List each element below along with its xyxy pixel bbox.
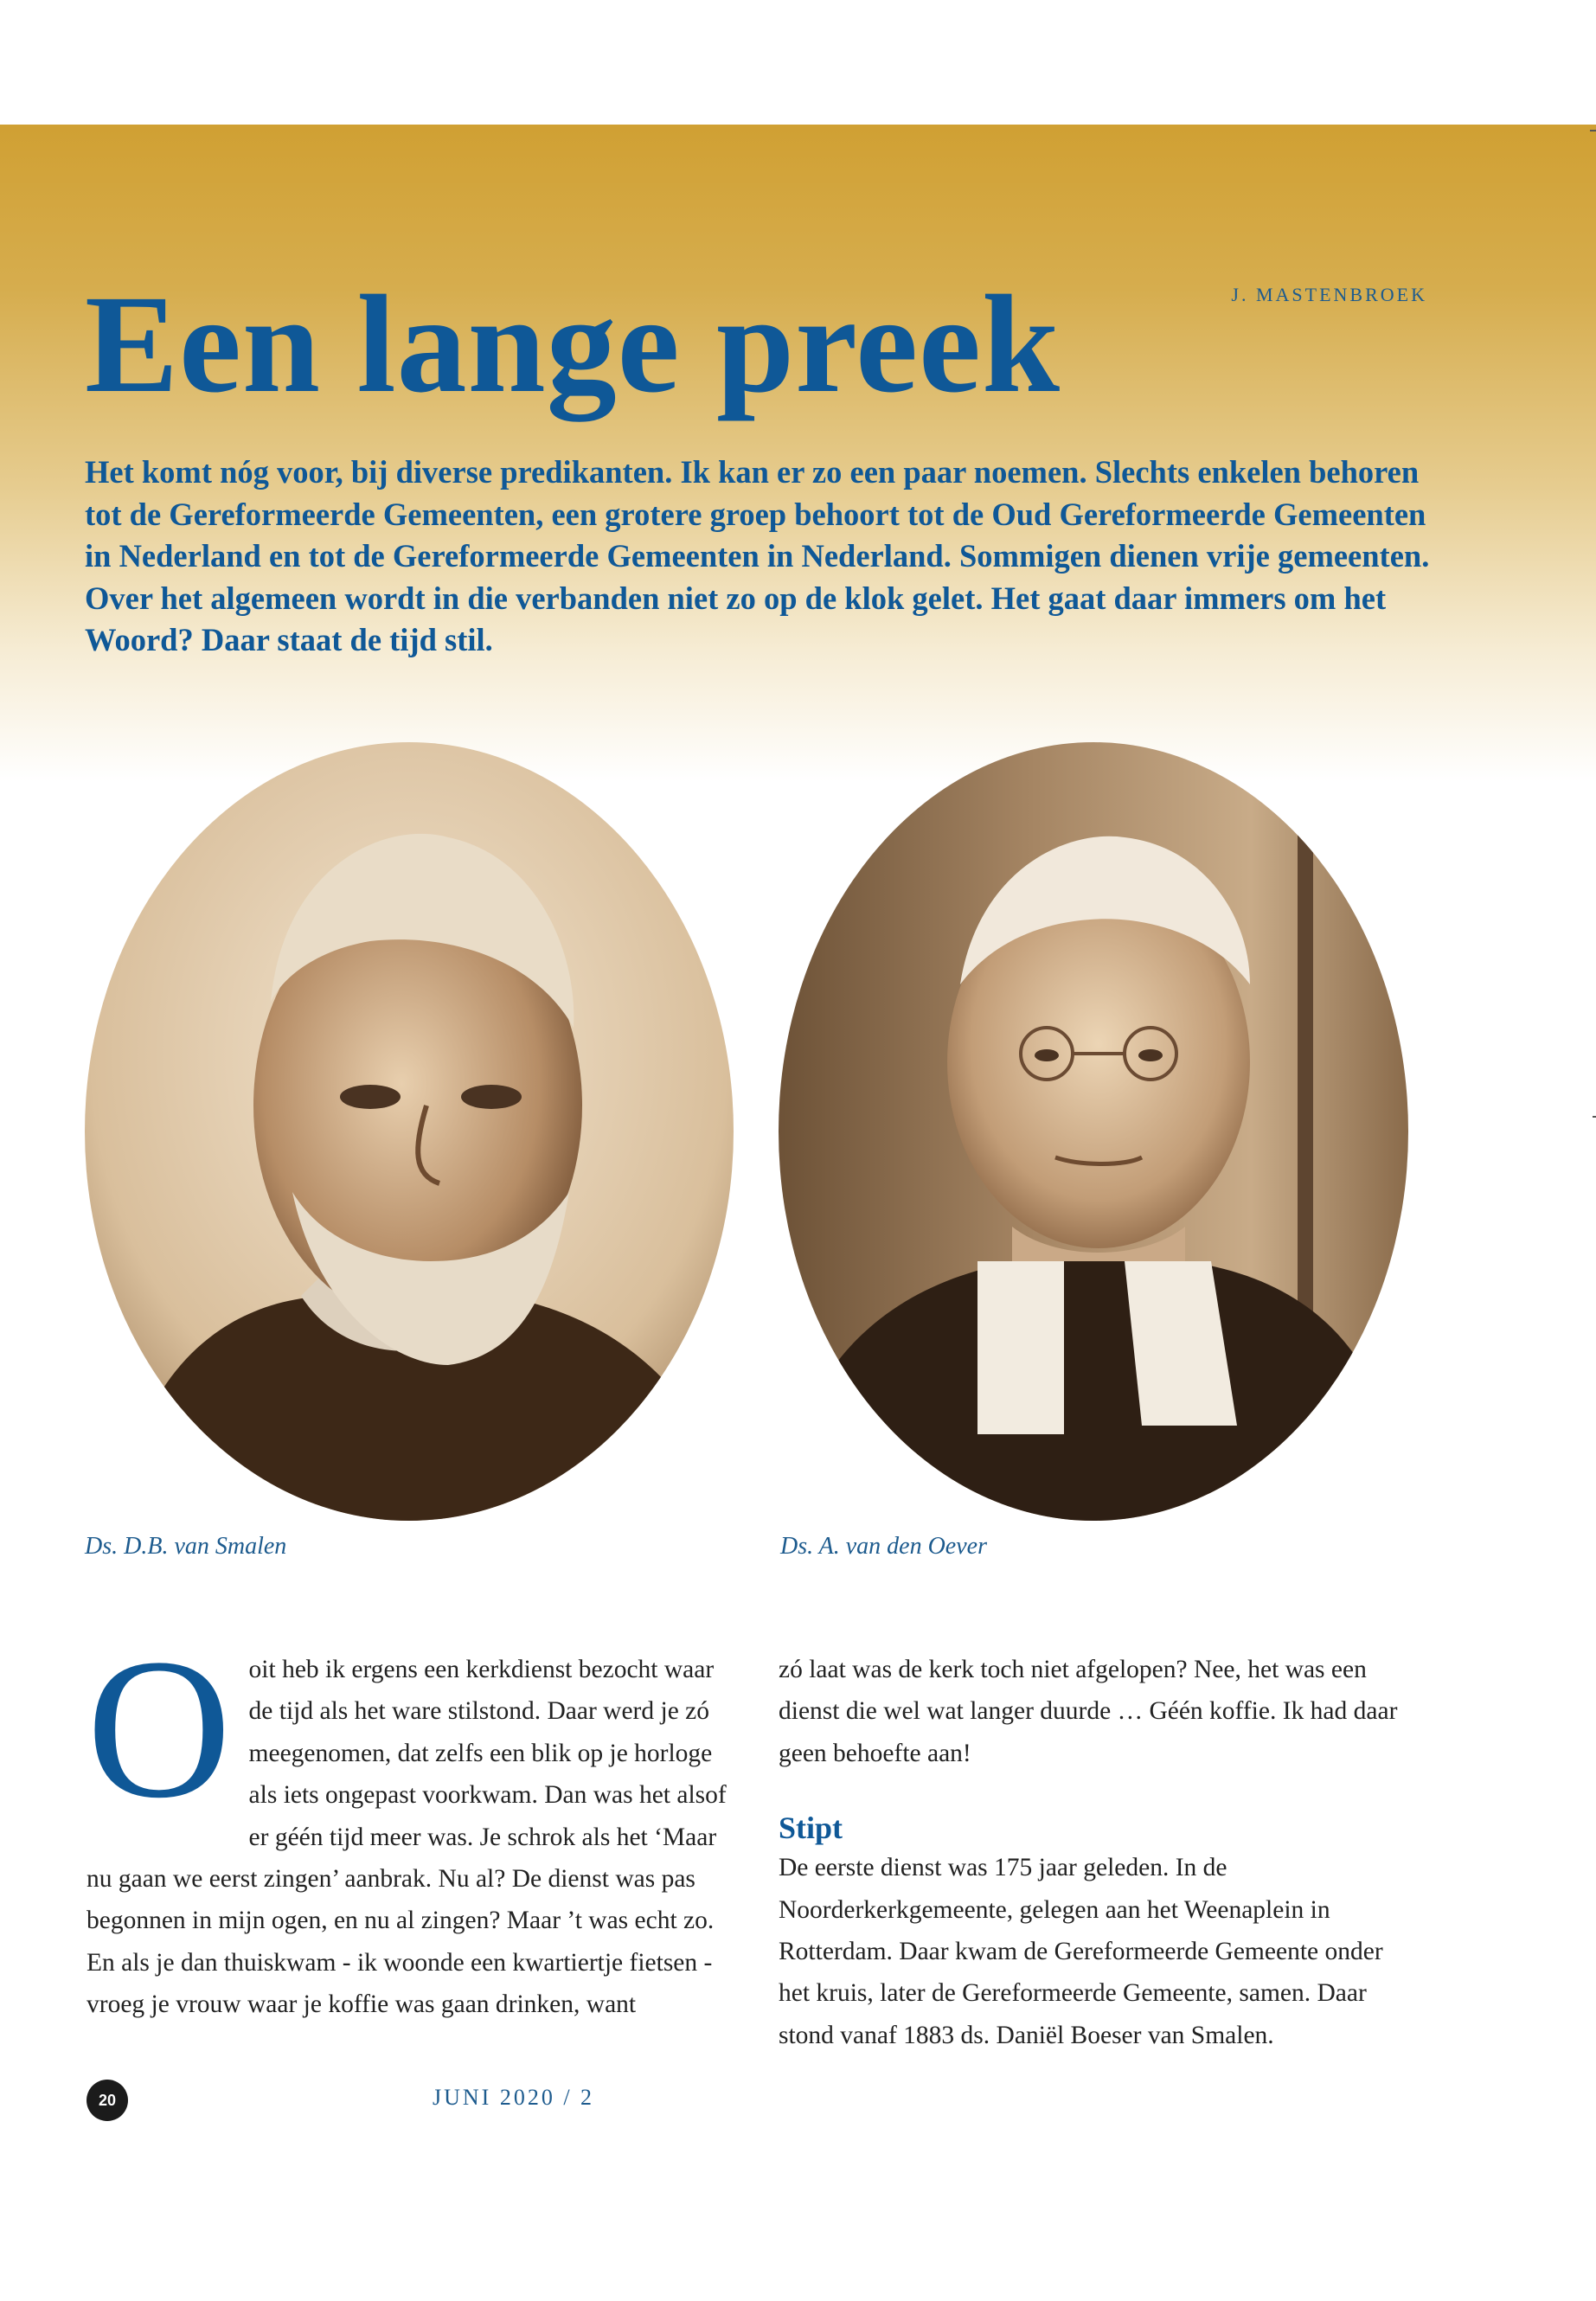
portrait-van-den-oever <box>779 742 1408 1521</box>
body-paragraph-2: De eerste dienst was 175 jaar geleden. In de Noorderkerkgemeente, gelegen aan het Weenaplein in Rotterdam. Daar kwam de Gereformeerde Gemeente onder het kruis, later de Gereformeerde Gemeente, samen. Daar stond vanaf 1883 ds. Daniël Boeser van Smalen. <box>779 1854 1383 2049</box>
body-column-left <box>87 1618 727 2026</box>
issue-label: JUNI 2020 / 2 <box>433 2085 595 2110</box>
dropcap: O <box>87 1618 232 1840</box>
body-paragraph-1-continued: zó laat was de kerk toch niet afgelopen? Nee, het was een dienst die wel wat langer duurde … Géén koffie. Ik had daar geen behoefte aan! <box>779 1656 1398 1767</box>
body-paragraph-1: oit heb ik ergens een kerkdienst bezocht waar de tijd als het ware stilstond. Daar werd je zó meegenomen, dat zelfs een blik op je horloge als iets ongepast voorkwam. Dan was het alsof er géén tijd meer was. Je schrok als het ‘Maar nu gaan we eerst zingen’ aanbrak. Nu al? De dienst was pas begonnen in mijn ogen, en nu al zingen? Maar ’t was echt zo. En als je dan thuiskwam - ik woonde een kwartiertje fietsen - vroeg je vrouw waar je koffie was gaan drinken, want <box>87 1656 727 2019</box>
caption-van-smalen: Ds. D.B. van Smalen <box>85 1533 287 1560</box>
article-intro: Het komt nóg voor, bij diverse predikanten. Ik kan er zo een paar noemen. Slechts enkelen behoren tot de Gereformeerde Gemeenten, een grotere groep behoort tot de Oud Gereformeerde Gemeenten in Nederland en tot de Gereformeerde Gemeenten in Nederland. Sommigen dienen vrije gemeenten. Over het algemeen wordt in die verbanden niet zo op de klok gelet. Het gaat daar immers om het Woord? Daar staat de tijd stil. <box>85 454 1430 657</box>
body-column-right <box>779 1649 1419 2056</box>
crop-mark-middle <box>1593 1116 1596 1118</box>
article-title: Een lange preek <box>85 267 1061 422</box>
page-number: 20 <box>87 2080 128 2121</box>
author-byline: J. MASTENBROEK <box>1231 284 1427 305</box>
subheading-stipt: Stipt <box>779 1811 843 1846</box>
crop-mark-top <box>1590 130 1596 131</box>
caption-van-den-oever: Ds. A. van den Oever <box>780 1533 987 1560</box>
portrait-van-smalen <box>85 742 734 1521</box>
